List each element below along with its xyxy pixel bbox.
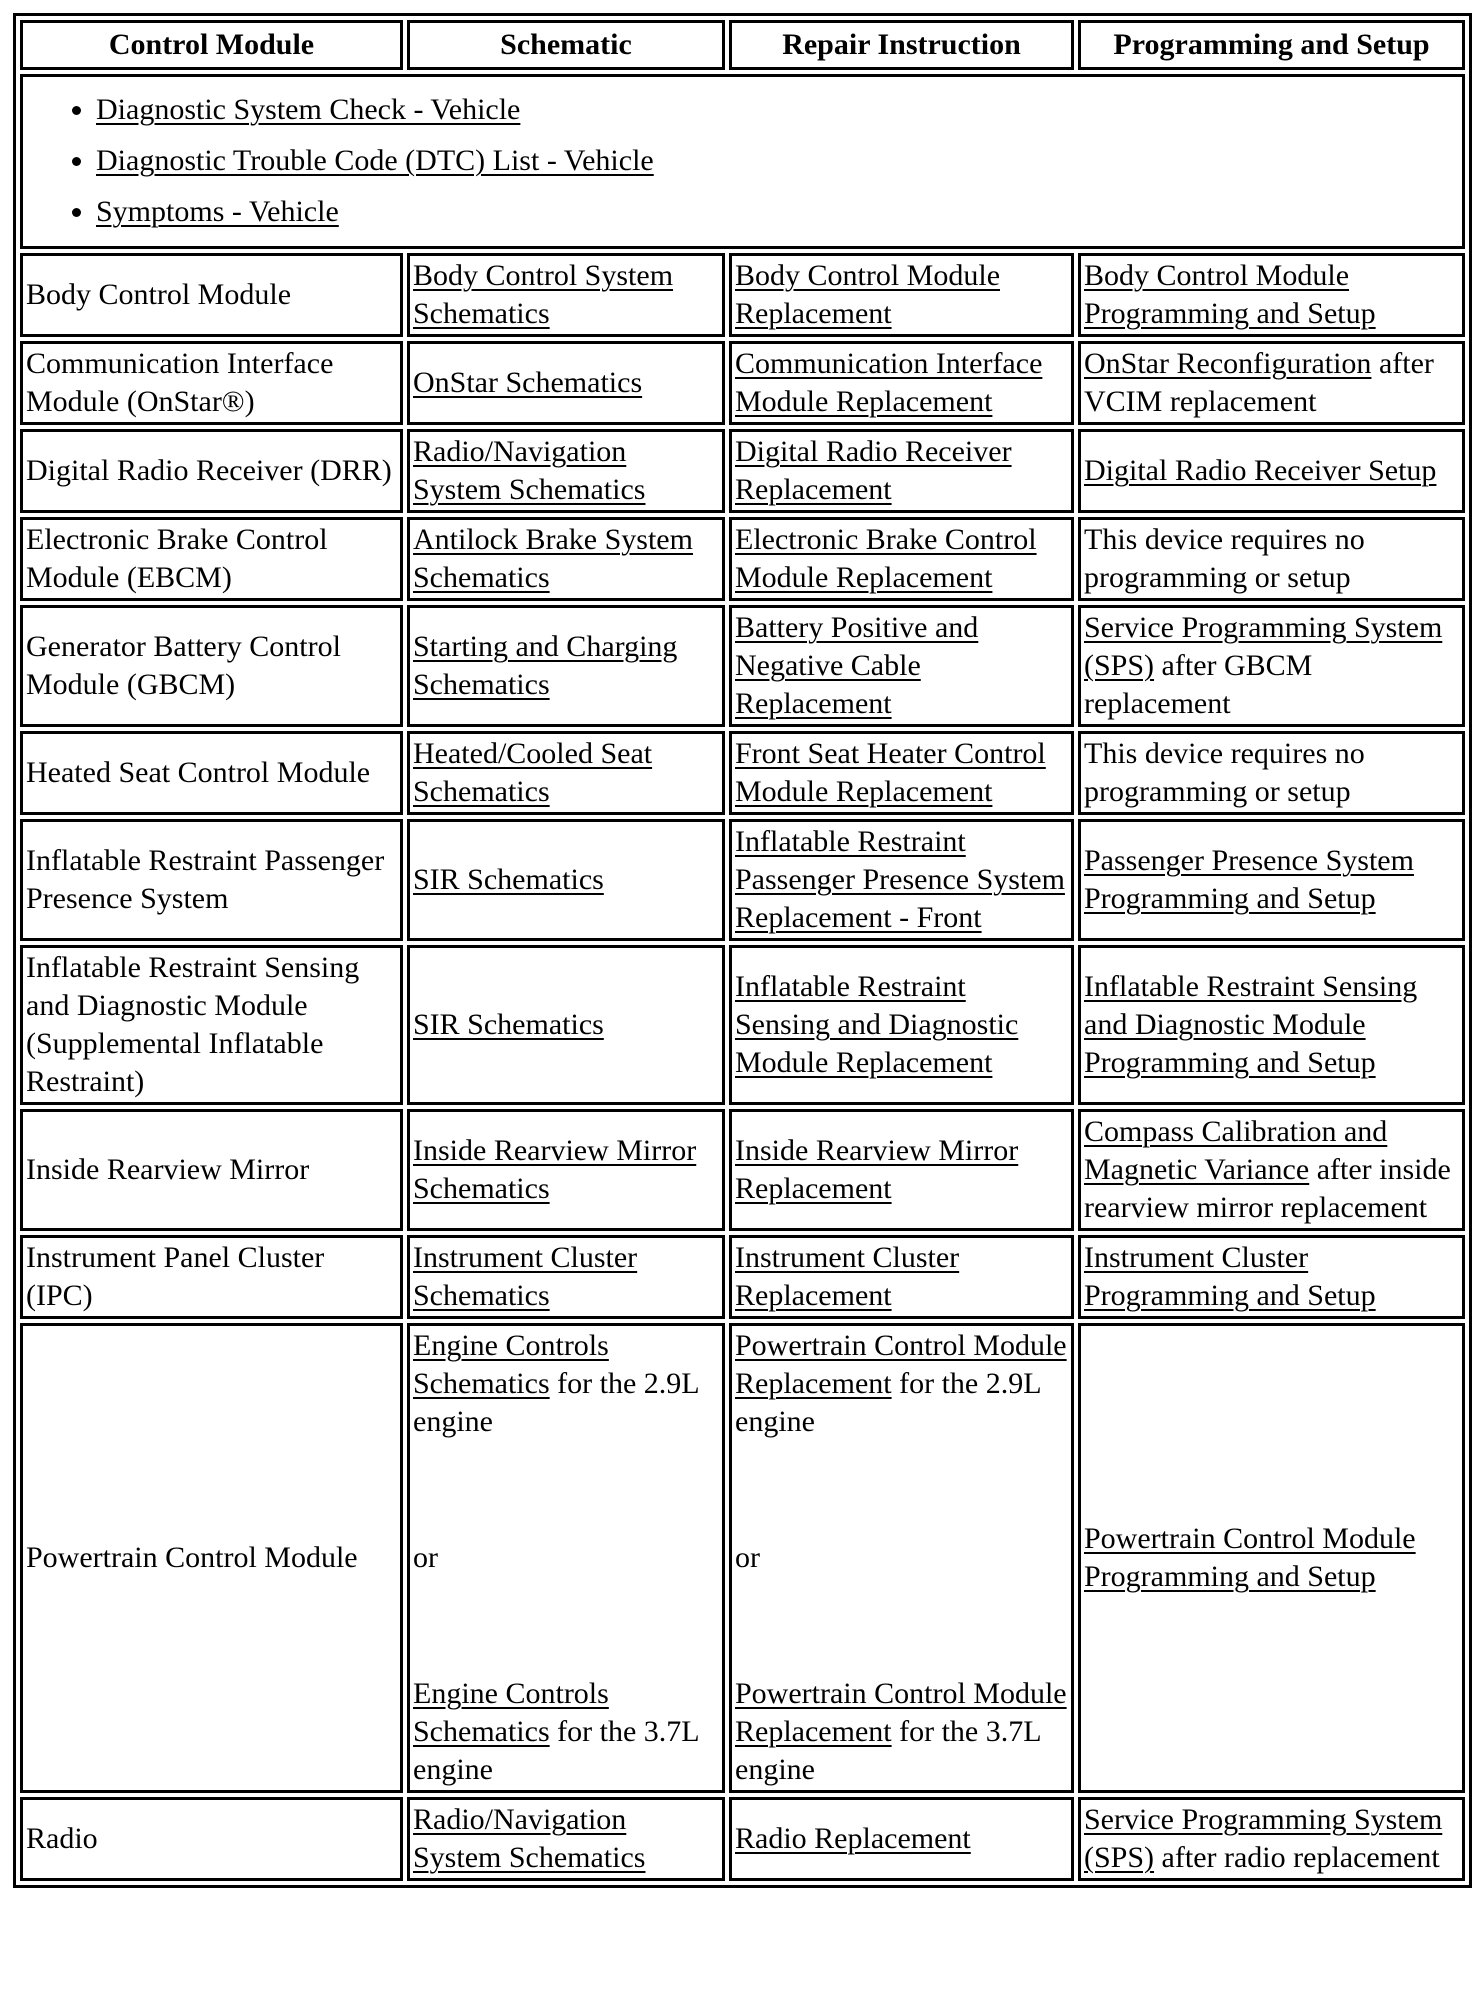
repair-instruction-cell: [729, 945, 1074, 1105]
repair-instruction-cell: [729, 1235, 1074, 1319]
cell-text: Body Control Module: [26, 278, 292, 311]
document-link[interactable]: Electronic Brake Control Module Replacement: [735, 523, 1037, 594]
cell-text: Digital Radio Receiver (DRR): [26, 454, 392, 487]
cell-text: This device requires no programming or setup: [1084, 523, 1365, 594]
control-module-cell: [20, 945, 403, 1105]
cell-paragraph: [735, 1132, 1068, 1208]
control-module-cell: [20, 819, 403, 941]
spacer: [735, 1607, 1068, 1645]
document-link[interactable]: Instrument Cluster Programming and Setup: [1084, 1241, 1376, 1312]
list-item: [96, 84, 1459, 135]
cell-paragraph: [413, 1006, 719, 1044]
control-module-cell: [20, 1235, 403, 1319]
cell-paragraph: [1084, 609, 1459, 723]
cell-text: Inflatable Restraint Passenger Presence System: [26, 844, 385, 915]
document-link[interactable]: Instrument Cluster Schematics: [413, 1241, 638, 1312]
schematic-cell: [407, 731, 725, 815]
cell-paragraph: [413, 1327, 719, 1441]
cell-text: Inside Rearview Mirror: [26, 1153, 310, 1186]
schematic-cell: [407, 517, 725, 601]
cell-paragraph: [26, 452, 397, 490]
general-links-list: [26, 84, 1459, 237]
schematic-cell: [407, 1235, 725, 1319]
cell-paragraph: [1084, 521, 1459, 597]
repair-instruction-cell: [729, 731, 1074, 815]
document-link[interactable]: OnStar Schematics: [413, 366, 643, 399]
table-row: [20, 429, 1465, 513]
control-module-cell: [20, 1797, 403, 1881]
cell-paragraph: [413, 257, 719, 333]
cell-paragraph: [413, 433, 719, 509]
repair-instruction-cell: [729, 429, 1074, 513]
cell-text: after radio replacement: [1154, 1841, 1440, 1874]
repair-instruction-cell: [729, 253, 1074, 337]
header-repair-instruction: Repair Instruction: [729, 20, 1074, 70]
schematic-cell: [407, 1109, 725, 1231]
control-module-cell: [20, 1109, 403, 1231]
cell-paragraph: [26, 276, 397, 314]
document-link[interactable]: Compass Calibration and Magnetic Variance: [1084, 1115, 1388, 1186]
cell-text: for the 3.7L engine: [413, 1715, 699, 1786]
cell-paragraph: [26, 345, 397, 421]
document-link[interactable]: Service Programming System (SPS): [1084, 1803, 1443, 1874]
document-link[interactable]: SIR Schematics: [413, 863, 604, 896]
schematic-cell: [407, 1323, 725, 1793]
control-module-cell: [20, 731, 403, 815]
cell-paragraph: [735, 1539, 1068, 1577]
cell-text: Communication Interface Module (OnStar®): [26, 347, 334, 418]
table-row: [20, 253, 1465, 337]
cell-text: for the 3.7L engine: [735, 1715, 1041, 1786]
repair-instruction-cell: [729, 1323, 1074, 1793]
document-link[interactable]: Engine Controls Schematics: [413, 1329, 609, 1400]
cell-paragraph: [735, 521, 1068, 597]
cell-paragraph: [735, 609, 1068, 723]
table-row: [20, 731, 1465, 815]
general-links-row: [20, 74, 1465, 249]
document-link[interactable]: Starting and Charging Schematics: [413, 630, 678, 701]
cell-paragraph: [1084, 452, 1459, 490]
cell-paragraph: [26, 1539, 397, 1577]
cell-paragraph: [413, 521, 719, 597]
table-row: [20, 517, 1465, 601]
document-link[interactable]: Passenger Presence System Programming and Setup: [1084, 844, 1414, 915]
table-row: [20, 945, 1465, 1105]
document-link[interactable]: Inflatable Restraint Sensing and Diagnostic Module Programming and Setup: [1084, 970, 1418, 1079]
programming-setup-cell: [1078, 605, 1465, 727]
cell-paragraph: [26, 628, 397, 704]
repair-instruction-cell: [729, 819, 1074, 941]
cell-paragraph: [735, 1239, 1068, 1315]
cell-paragraph: [1084, 1113, 1459, 1227]
cell-paragraph: [413, 1675, 719, 1789]
document-link[interactable]: Antilock Brake System Schematics: [413, 523, 693, 594]
control-module-cell: [20, 605, 403, 727]
document-link[interactable]: Instrument Cluster Replacement: [735, 1241, 960, 1312]
document-link[interactable]: Inflatable Restraint Passenger Presence System Replacement - Front: [735, 825, 1065, 934]
table-row: [20, 819, 1465, 941]
document-link[interactable]: Body Control Module Replacement: [735, 259, 1001, 330]
cell-paragraph: [735, 823, 1068, 937]
document-link[interactable]: Powertrain Control Module Programming and Setup: [1084, 1522, 1416, 1593]
programming-setup-cell: [1078, 1323, 1465, 1793]
table-row: [20, 605, 1465, 727]
cell-paragraph: [26, 754, 397, 792]
document-link[interactable]: Body Control Module Programming and Setup: [1084, 259, 1376, 330]
cell-paragraph: [735, 735, 1068, 811]
repair-instruction-cell: [729, 1797, 1074, 1881]
cell-text: for the 2.9L engine: [413, 1367, 699, 1438]
cell-paragraph: [413, 1239, 719, 1315]
document-link[interactable]: Inside Rearview Mirror Replacement: [735, 1134, 1019, 1205]
cell-paragraph: [735, 968, 1068, 1082]
symptoms-link[interactable]: Symptoms - Vehicle: [96, 195, 339, 228]
cell-paragraph: [735, 345, 1068, 421]
table-row: [20, 1323, 1465, 1793]
programming-setup-cell: [1078, 1109, 1465, 1231]
programming-setup-cell: [1078, 341, 1465, 425]
cell-paragraph: [1084, 968, 1459, 1082]
document-link[interactable]: Powertrain Control Module Replacement: [735, 1329, 1067, 1400]
repair-instruction-cell: [729, 605, 1074, 727]
cell-paragraph: [413, 628, 719, 704]
cell-paragraph: [26, 1239, 397, 1315]
document-link[interactable]: SIR Schematics: [413, 1008, 604, 1041]
cell-text: after GBCM replacement: [1084, 649, 1313, 720]
programming-setup-cell: [1078, 429, 1465, 513]
cell-text: Instrument Panel Cluster (IPC): [26, 1241, 325, 1312]
control-module-cell: [20, 253, 403, 337]
document-link[interactable]: Powertrain Control Module Replacement: [735, 1677, 1067, 1748]
document-link[interactable]: Inflatable Restraint Sensing and Diagnostic Module Replacement: [735, 970, 1019, 1079]
spacer: [413, 1471, 719, 1509]
cell-text: Inflatable Restraint Sensing and Diagnostic Module (Supplemental Inflatable Restraint): [26, 951, 360, 1098]
cell-paragraph: [1084, 257, 1459, 333]
document-link[interactable]: Digital Radio Receiver Setup: [1084, 454, 1437, 487]
cell-text: after inside rearview mirror replacement: [1084, 1153, 1451, 1224]
table-row: [20, 1235, 1465, 1319]
cell-paragraph: [26, 1151, 397, 1189]
schematic-cell: [407, 945, 725, 1105]
programming-setup-cell: [1078, 819, 1465, 941]
diagnostic-system-check-link[interactable]: Diagnostic System Check - Vehicle: [96, 93, 521, 126]
spacer: [413, 1607, 719, 1645]
document-link[interactable]: Radio/Navigation System Schematics: [413, 435, 646, 506]
header-programming-setup: Programming and Setup: [1078, 20, 1465, 70]
programming-setup-cell: [1078, 1235, 1465, 1319]
cell-text: after VCIM replacement: [1084, 347, 1434, 418]
table-row: [20, 1797, 1465, 1881]
programming-setup-cell: [1078, 517, 1465, 601]
document-link[interactable]: Inside Rearview Mirror Schematics: [413, 1134, 697, 1205]
cell-text: Generator Battery Control Module (GBCM): [26, 630, 341, 701]
cell-paragraph: [413, 1132, 719, 1208]
repair-instruction-cell: [729, 1109, 1074, 1231]
cell-paragraph: [1084, 1239, 1459, 1315]
table-row: [20, 1109, 1465, 1231]
list-item: [96, 186, 1459, 237]
cell-paragraph: [26, 1820, 397, 1858]
control-module-cell: [20, 1323, 403, 1793]
cell-paragraph: [1084, 842, 1459, 918]
cell-paragraph: [735, 1675, 1068, 1789]
cell-text: Radio: [26, 1822, 98, 1855]
document-link[interactable]: Radio/Navigation System Schematics: [413, 1803, 646, 1874]
schematic-cell: [407, 819, 725, 941]
cell-paragraph: [735, 1327, 1068, 1441]
cell-paragraph: [413, 1539, 719, 1577]
cell-paragraph: [26, 842, 397, 918]
cell-text: Powertrain Control Module: [26, 1541, 358, 1574]
cell-text: or: [413, 1541, 438, 1574]
table-row: [20, 341, 1465, 425]
dtc-list-link[interactable]: Diagnostic Trouble Code (DTC) List - Vehicle: [96, 144, 654, 177]
schematic-cell: [407, 605, 725, 727]
cell-paragraph: [1084, 1520, 1459, 1596]
cell-paragraph: [413, 861, 719, 899]
programming-setup-cell: [1078, 253, 1465, 337]
control-module-cell: [20, 341, 403, 425]
document-link[interactable]: Service Programming System (SPS): [1084, 611, 1443, 682]
document-link[interactable]: Radio Replacement: [735, 1822, 971, 1855]
header-control-module: Control Module: [20, 20, 403, 70]
programming-setup-cell: [1078, 1797, 1465, 1881]
cell-text: Heated Seat Control Module: [26, 756, 371, 789]
schematic-cell: [407, 1797, 725, 1881]
document-link[interactable]: Front Seat Heater Control Module Replacement: [735, 737, 1046, 808]
cell-paragraph: [1084, 735, 1459, 811]
document-link[interactable]: Battery Positive and Negative Cable Replacement: [735, 611, 979, 720]
document-link[interactable]: Body Control System Schematics: [413, 259, 674, 330]
cell-paragraph: [413, 735, 719, 811]
control-module-cell: [20, 429, 403, 513]
cell-paragraph: [735, 1820, 1068, 1858]
cell-paragraph: [26, 521, 397, 597]
cell-paragraph: [413, 1801, 719, 1877]
programming-setup-cell: [1078, 731, 1465, 815]
cell-text: for the 2.9L engine: [735, 1367, 1041, 1438]
cell-paragraph: [1084, 345, 1459, 421]
control-module-table: [13, 13, 1472, 1888]
document-link[interactable]: Heated/Cooled Seat Schematics: [413, 737, 653, 808]
control-module-cell: [20, 517, 403, 601]
document-link[interactable]: OnStar Reconfiguration: [1084, 347, 1372, 380]
schematic-cell: [407, 253, 725, 337]
header-row: [20, 20, 1465, 70]
cell-paragraph: [1084, 1801, 1459, 1877]
schematic-cell: [407, 429, 725, 513]
list-item: [96, 135, 1459, 186]
spacer: [735, 1471, 1068, 1509]
cell-text: Electronic Brake Control Module (EBCM): [26, 523, 328, 594]
repair-instruction-cell: [729, 341, 1074, 425]
schematic-cell: [407, 341, 725, 425]
cell-paragraph: [735, 433, 1068, 509]
cell-text: This device requires no programming or setup: [1084, 737, 1365, 808]
repair-instruction-cell: [729, 517, 1074, 601]
cell-paragraph: [26, 949, 397, 1101]
general-links-cell: [20, 74, 1465, 249]
cell-paragraph: [413, 364, 719, 402]
cell-paragraph: [735, 257, 1068, 333]
document-link[interactable]: Digital Radio Receiver Replacement: [735, 435, 1012, 506]
document-link[interactable]: Communication Interface Module Replacement: [735, 347, 1043, 418]
header-schematic: Schematic: [407, 20, 725, 70]
cell-text: or: [735, 1541, 760, 1574]
document-link[interactable]: Engine Controls Schematics: [413, 1677, 609, 1748]
programming-setup-cell: [1078, 945, 1465, 1105]
